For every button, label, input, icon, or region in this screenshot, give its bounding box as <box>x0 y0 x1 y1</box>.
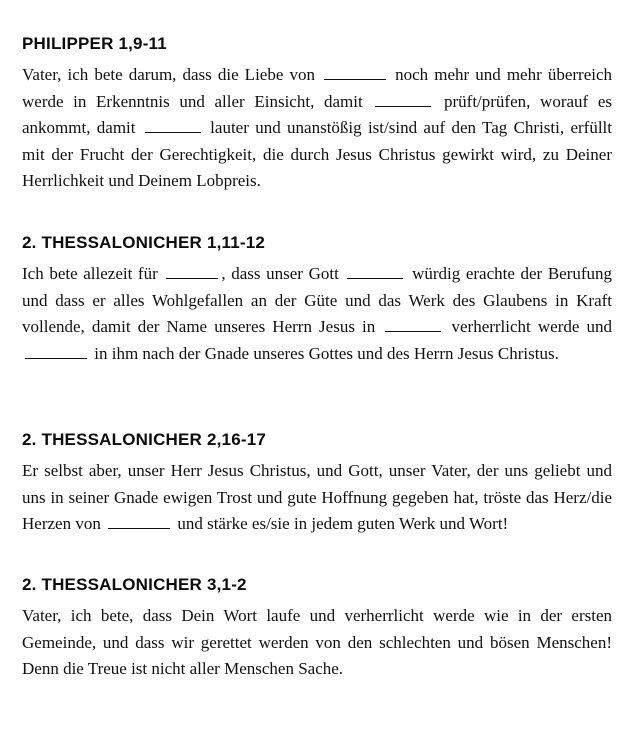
fill-in-blank[interactable] <box>108 514 170 529</box>
section-text <box>22 458 612 538</box>
text-part: würdig erachte der Berufung und dass er alles Wohlgefallen an der Güte und das Werk des Glaubens in Kraft vollende, damit der Name unseres Herrn Jesus in <box>22 264 613 336</box>
text-part: , dass unser Gott <box>221 264 339 283</box>
text-part: und stärke es/sie in jedem guten Werk und Wort! <box>177 514 509 533</box>
section-heading: PHILIPPER 1,9-11 <box>22 34 167 53</box>
fill-in-blank[interactable] <box>375 92 431 107</box>
fill-in-blank[interactable] <box>385 317 441 332</box>
text-part: prüft/prüfen, worauf es ankommt, damit <box>22 91 612 137</box>
section-heading: 2. THESSALONICHER 2,16-17 <box>22 430 267 449</box>
text-part: Vater, ich bete, dass Dein Wort laufe und verherrlicht werde wie in der ersten Gemeinde, und dass wir gerettet werden von den schlechten und bösen Menschen! Denn die Treue ist nicht aller Menschen Sache. <box>22 606 612 678</box>
text-part: Er selbst aber, unser Herr Jesus Christus, und Gott, unser Vater, der uns geliebt und uns in seiner Gnade ewigen Trost und gute Hoffnung gegeben hat, tröste das Herz/die Herzen von <box>22 461 612 533</box>
section-text <box>22 62 612 195</box>
text-part: lauter und unanstößig ist/sind auf den Tag Christi, erfüllt mit der Frucht der Gerechtigkeit, die durch Jesus Christus gewirkt wird, zu Deiner Herrlichkeit und Deinem Lobpreis. <box>22 118 612 190</box>
section-2-thess-2 <box>22 430 612 538</box>
text-part: noch mehr und mehr überreich werde in Erkenntnis und aller Einsicht, damit <box>22 65 613 111</box>
section-2-thess-3 <box>22 575 612 683</box>
section-heading: 2. THESSALONICHER 3,1-2 <box>22 575 247 594</box>
section-2-thess-1 <box>22 233 612 367</box>
fill-in-blank[interactable] <box>166 264 218 279</box>
section-text <box>22 603 612 683</box>
fill-in-blank[interactable] <box>324 65 386 80</box>
section-heading: 2. THESSALONICHER 1,11-12 <box>22 233 266 252</box>
fill-in-blank[interactable] <box>25 344 87 359</box>
section-text <box>22 261 612 367</box>
text-part: verherrlicht werde und <box>451 317 613 336</box>
fill-in-blank[interactable] <box>145 118 201 133</box>
text-part: Ich bete allezeit für <box>22 264 158 283</box>
text-part: Vater, ich bete darum, dass die Liebe von <box>22 65 315 84</box>
fill-in-blank[interactable] <box>347 264 403 279</box>
section-philipper <box>22 34 612 195</box>
text-part: in ihm nach der Gnade unseres Gottes und des Herrn Jesus Christus. <box>94 343 559 363</box>
